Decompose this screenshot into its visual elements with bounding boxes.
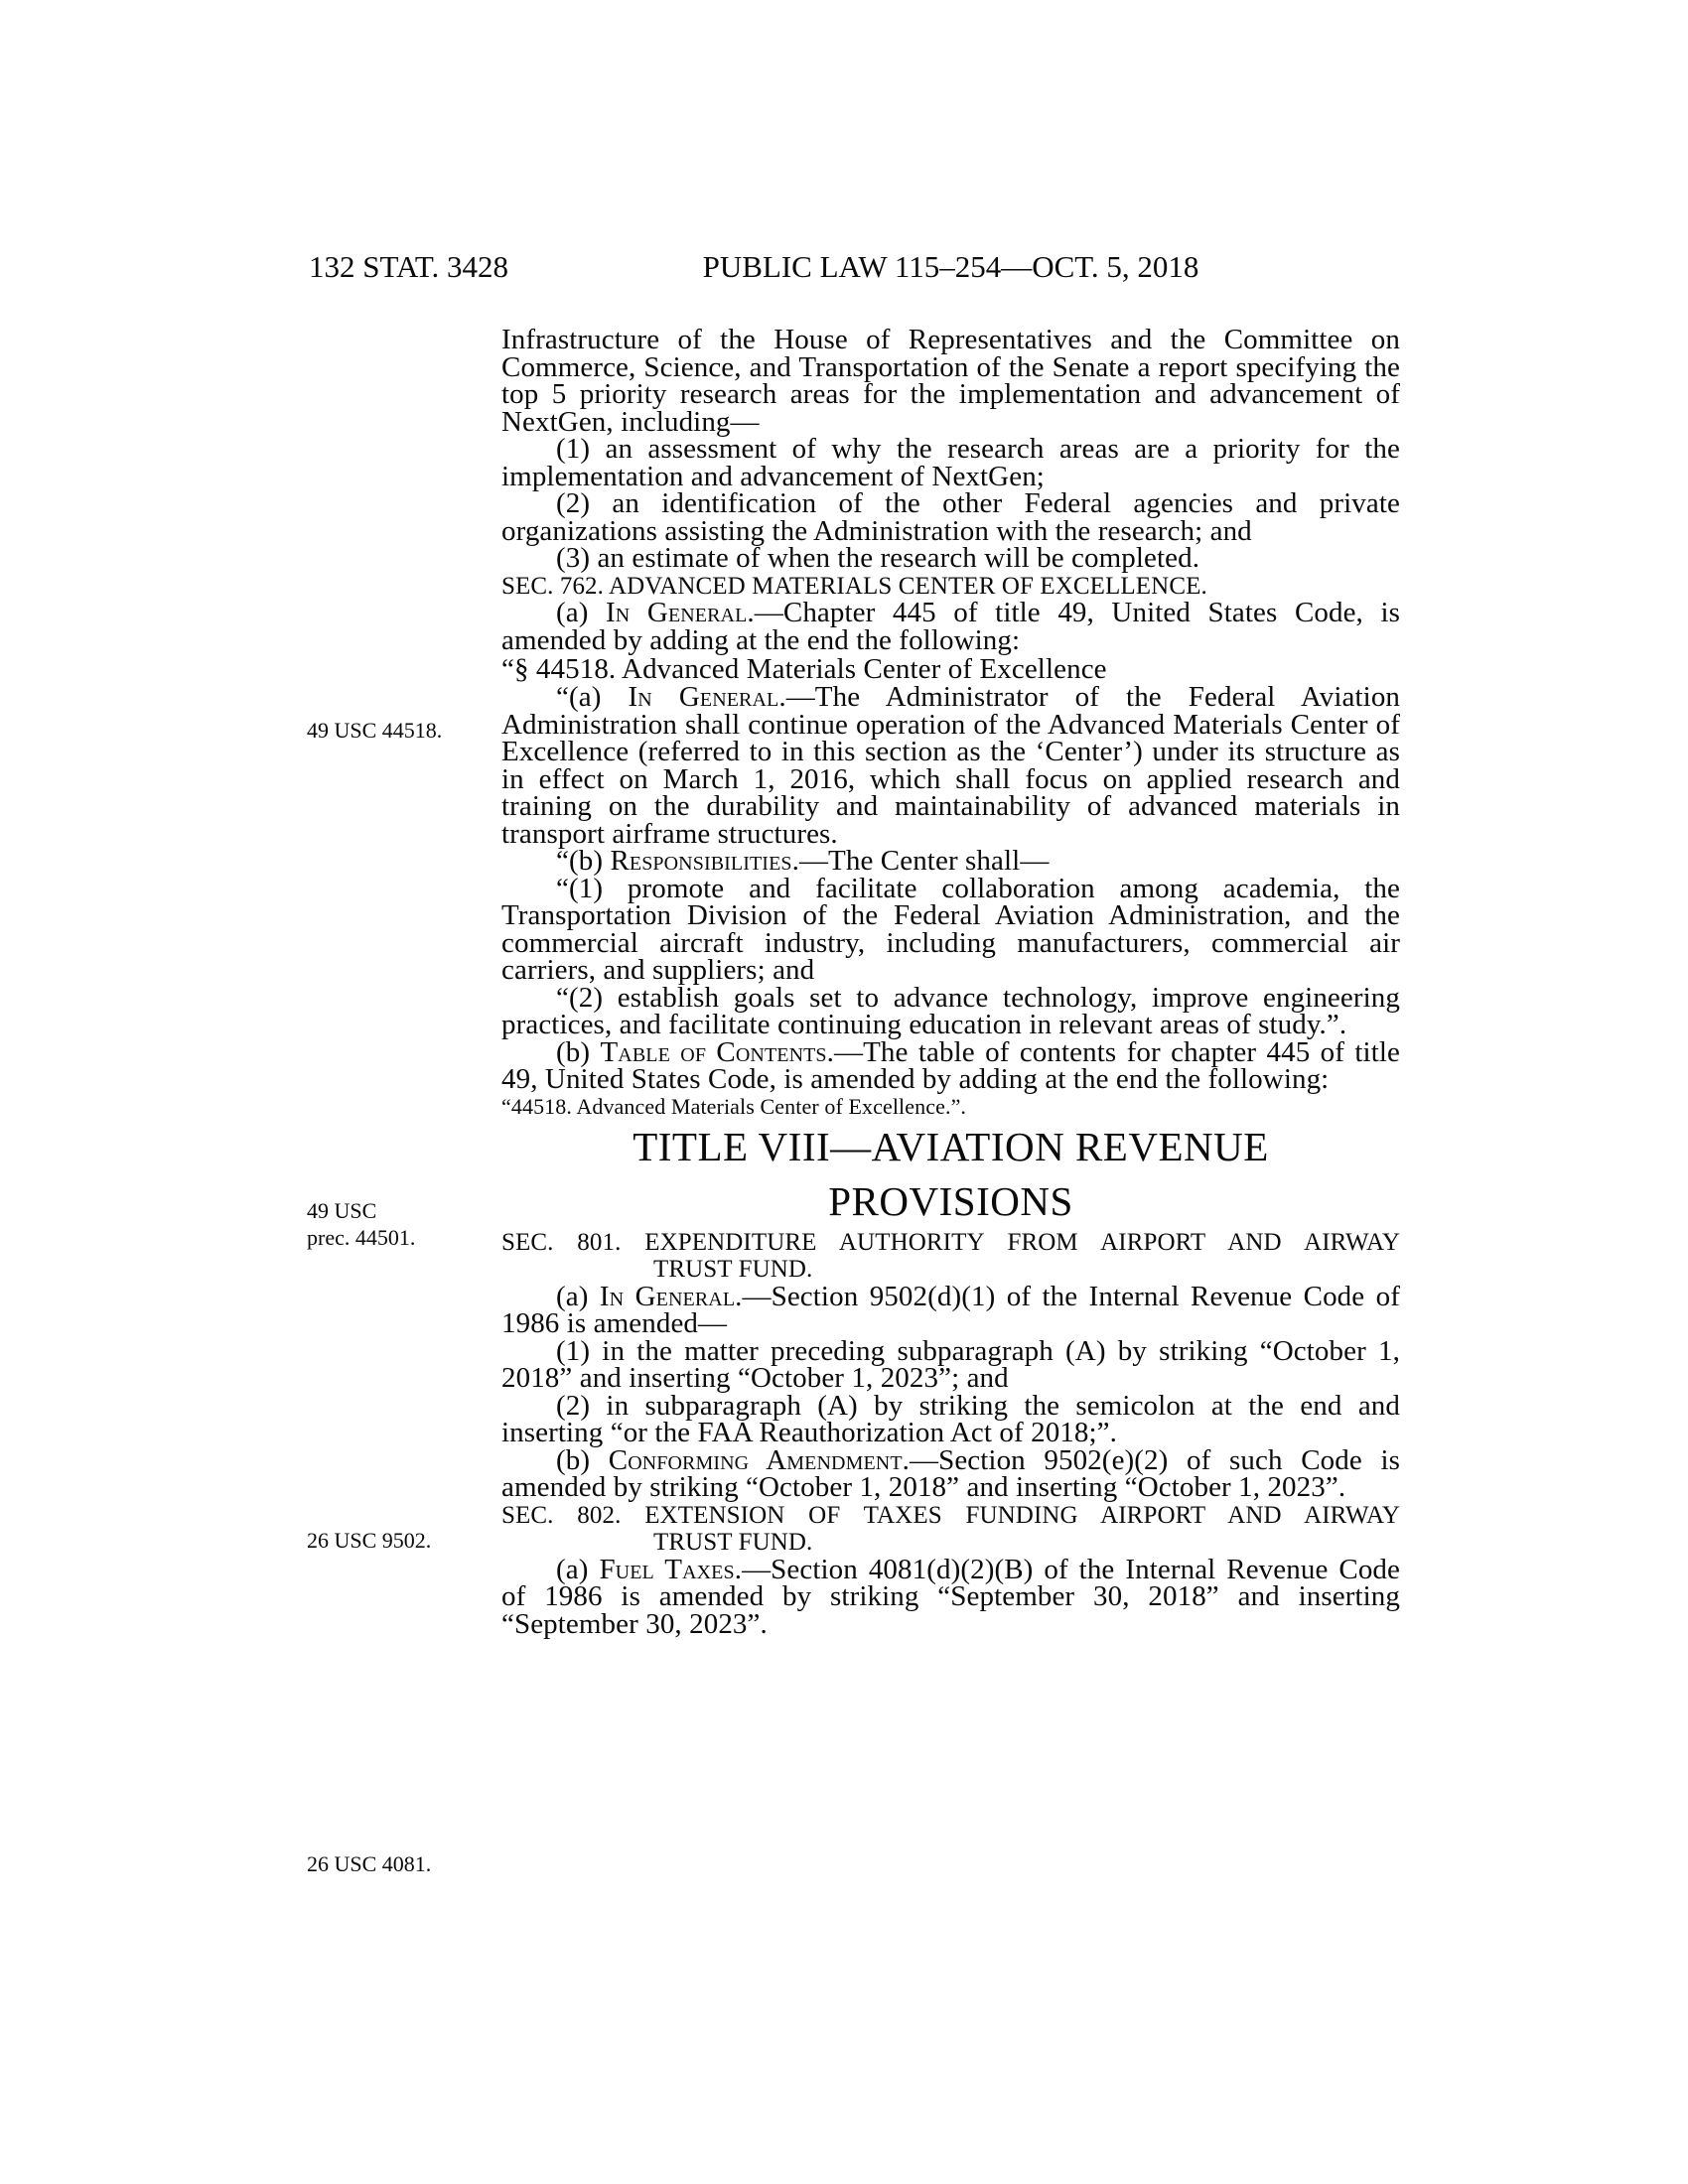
- sec-762-heading: SEC. 762. ADVANCED MATERIALS CENTER OF EXCELLENCE.: [501, 572, 1207, 600]
- margin-note-line: 49 USC: [307, 1198, 377, 1223]
- intro-item-2: (2) an identification of the other Federal agencies and private organizations assisting the Administration with the research; and: [501, 487, 1400, 547]
- title-viii-line1: TITLE VIII—AVIATION REVENUE: [633, 1123, 1269, 1169]
- intro-item-1: (1) an assessment of why the research areas are a priority for the implementation and advancement of NextGen;: [501, 433, 1400, 492]
- sec-801-heading-line1: SEC. 801. EXPENDITURE AUTHORITY FROM AIRPORT AND AIRWAY: [501, 1228, 1400, 1256]
- margin-note-26-usc-4081: 26 USC 4081.: [307, 1851, 432, 1876]
- quoted-subsection-a: “(a) In General.—The Administrator of the Federal Aviation Administration shall continue operation of the Advanced Materials Center of Excellence (referred to in this section as the ‘Center’) under its structure as in effect on March 1, 2016, which shall focus on applied research and training on the durability and maintainability of advanced materials in transport airframe structures.: [501, 681, 1401, 850]
- margin-note-26-usc-9502: 26 USC 9502.: [307, 1528, 432, 1553]
- stat-page-number: 132 STAT. 3428: [309, 249, 509, 284]
- statute-text-column: [501, 324, 1401, 1640]
- public-law-header: PUBLIC LAW 115–254—OCT. 5, 2018: [702, 249, 1199, 284]
- sec-801-heading: [501, 1229, 1400, 1284]
- sec-802-heading: [501, 1502, 1400, 1557]
- table-of-contents-entry: “44518. Advanced Materials Center of Excellence.”.: [501, 1093, 967, 1119]
- margin-note-49-usc-44518: 49 USC 44518.: [307, 718, 443, 743]
- sec-802-subsection-a: (a) Fuel Taxes.—Section 4081(d)(2)(B) of the Internal Revenue Code of 1986 is amended by striking “September 30, 2018” and inserting “September 30, 2023”.: [501, 1553, 1400, 1640]
- sec-801-item-2: (2) in subparagraph (A) by striking the semicolon at the end and inserting “or the FAA Reauthorization Act of 2018;”.: [501, 1389, 1400, 1448]
- sec-802-heading-line2: TRUST FUND.: [653, 1529, 813, 1556]
- sec-762-subsection-a: (a) In General.—Chapter 445 of title 49, United States Code, is amended by adding at the end the following:: [501, 597, 1400, 656]
- quoted-subsection-b: “(b) Responsibilities.—The Center shall—: [556, 845, 1050, 877]
- intro-item-3: (3) an estimate of when the research will be completed.: [556, 542, 1200, 574]
- sec-801-heading-line2: TRUST FUND.: [653, 1256, 813, 1283]
- margin-note-49-usc-prec-44501: [307, 1197, 491, 1251]
- margin-note-line: prec. 44501.: [307, 1225, 416, 1250]
- sec-801-subsection-a: (a) In General.—Section 9502(d)(1) of the Internal Revenue Code of 1986 is amended—: [501, 1280, 1401, 1339]
- intro-paragraph: Infrastructure of the House of Representatives and the Committee on Commerce, Science, and Transportation of the Senate a report specifying the top 5 priority research areas for the implementation and advancement of NextGen, including—: [501, 324, 1400, 438]
- quoted-item-1: “(1) promote and facilitate collaboration among academia, the Transportation Division of the Federal Aviation Administration, and the commercial aircraft industry, including manufacturers, commercial air carriers, and suppliers; and: [501, 872, 1400, 986]
- sec-801-subsection-b: (b) Conforming Amendment.—Section 9502(e)(2) of such Code is amended by striking “October 1, 2018” and inserting “October 1, 2023”.: [501, 1443, 1400, 1503]
- title-viii-line2: PROVISIONS: [828, 1177, 1073, 1224]
- title-viii-heading: [501, 1120, 1400, 1229]
- quoted-item-2: “(2) establish goals set to advance technology, improve engineering practices, and facilitate continuing education in relevant areas of study.”.: [501, 981, 1400, 1040]
- quoted-section-44518-heading: “§ 44518. Advanced Materials Center of Excellence: [501, 653, 1107, 685]
- sec-801-item-1: (1) in the matter preceding subparagraph (A) by striking “October 1, 2018” and inserting “October 1, 2023”; and: [501, 1334, 1400, 1394]
- sec-802-heading-line1: SEC. 802. EXTENSION OF TAXES FUNDING AIRPORT AND AIRWAY: [501, 1501, 1400, 1529]
- sec-762-subsection-b: (b) Table of Contents.—The table of contents for chapter 445 of title 49, United States Code, is amended by adding at the end the following:: [501, 1035, 1400, 1095]
